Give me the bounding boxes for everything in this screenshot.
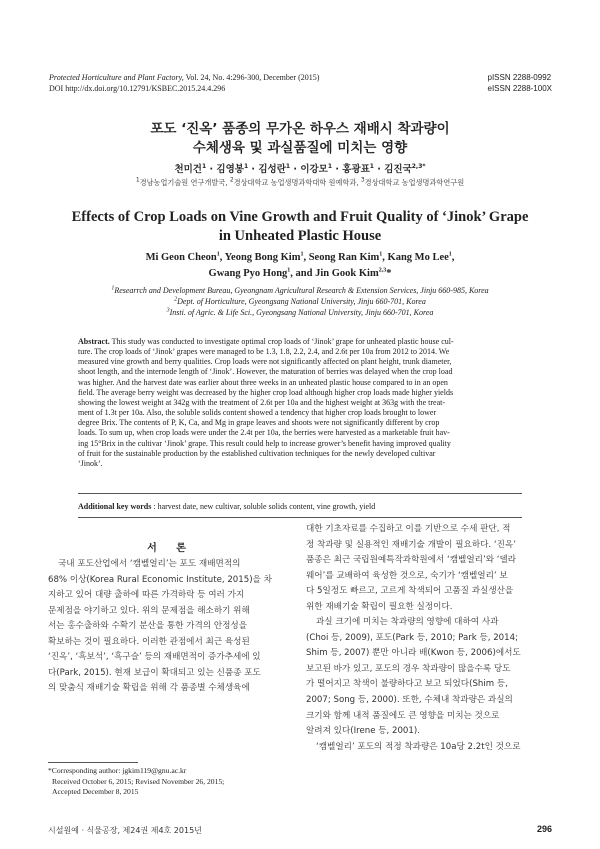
author-sup: 1 (287, 267, 291, 274)
abstract-line: ment of 1.3t per 10a. Also, the soluble solids content showed a tendency that higher crop loads brought to lower (78, 408, 437, 418)
keywords (78, 502, 522, 511)
author-4: 이강모 (300, 164, 328, 175)
author-6: Jin Gook Kim (315, 268, 379, 279)
abstract (78, 337, 522, 469)
corresponding-author: *Corresponding author: jgkim119@gnu.ac.kr (48, 766, 187, 775)
author-6: 김진국 (384, 164, 412, 175)
abstract-line: ‘Jinok’. (78, 458, 103, 468)
citation-block (49, 72, 319, 94)
author-sep: · (290, 164, 301, 175)
aff-text: Researrch and Development Bureau, Gyeongnam Agricultural Research & Extension Services, Jinju 660-985, Korea (114, 286, 489, 295)
aff-num: 3 (166, 307, 170, 314)
aff-line-3 (0, 307, 600, 318)
abstract-line: was higher. And the harvest date was earlier about three weeks in an unheated plastic house compared to in an open (78, 377, 448, 387)
author-sup: 1 (216, 251, 220, 258)
author-and: , and (290, 268, 316, 279)
author-5: Gwang Pyo Hong (208, 268, 288, 279)
body-line: 2007; Song 등, 2000). 또한, 수체내 착과량은 과실의 (306, 695, 513, 706)
aff-line-1 (0, 285, 600, 296)
english-affiliations (0, 285, 600, 318)
footnote-divider (48, 762, 138, 763)
body-line: 과실 크기에 미치는 착과량의 영향에 대하여 사과 (316, 617, 499, 628)
author-5-sup: 1 (369, 162, 374, 170)
aff-num: 2 (229, 176, 234, 184)
author-sup: 2,3 (378, 267, 387, 274)
author-sep: · (248, 164, 259, 175)
aff-num: 1 (111, 285, 115, 292)
abstract-label: Abstract. (78, 337, 110, 346)
divider-bottom (78, 517, 522, 518)
aff-text: 경상대학교 농업생명과학연구원 (364, 178, 465, 187)
author-2-sup: 1 (243, 162, 249, 170)
issn-block (488, 72, 553, 94)
author-4: Kang Mo Lee (387, 252, 449, 263)
author-sup: 1 (379, 251, 383, 258)
author-3-sup: 1 (285, 162, 291, 170)
author-sep: · (373, 164, 385, 175)
keywords-label: Additional key words (78, 502, 152, 511)
corresponding-star: * (386, 268, 392, 279)
body-line: 웨어’를 교배하여 육성한 것으로, 숙기가 ‘캠벨얼리’ 보 (306, 570, 508, 581)
author-4-sup: 1 (327, 162, 333, 170)
body-line: 알려져 있다(Irene 등, 2001). (306, 726, 420, 737)
divider-top (78, 493, 522, 494)
body-line: 68% 이상(Korea Rural Economic Institute, 2015)을 차 (48, 574, 272, 585)
abstract-line: showing the lowest weight at 342g with the treatment of 2.6t per 10a and the highest weight at 363g with the treat- (78, 397, 446, 407)
keywords-text: : harvest date, new cultivar, soluble solids content, vine growth, yield (151, 502, 376, 511)
author-2: 김영봉 (216, 164, 244, 175)
body-line: 크기와 함께 내적 품질에도 큰 영향을 미치는 것으로 (306, 710, 500, 721)
author-1: Mi Geon Cheon (145, 252, 217, 263)
author-sep: · (332, 164, 343, 175)
section-title: 서 론 (147, 543, 194, 554)
body-line: 가 떨어지고 착색이 불량하다고 보고 되었다(Shim 등, (306, 679, 508, 690)
korean-authors (0, 161, 600, 175)
journal-name: Protected Horticulture and Plant Factory, (49, 73, 184, 82)
english-authors (0, 250, 600, 282)
english-title (0, 208, 600, 246)
left-column (48, 557, 293, 697)
aff-num: 3 (360, 176, 365, 184)
page-number: 296 (536, 824, 552, 834)
body-line: (Choi 등, 2009), 포도(Park 등, 2010; Park 등, 2014; (306, 632, 518, 643)
body-line: 지하고 있어 대량 출하에 따른 가격하락 등 여러 가지 (48, 590, 245, 601)
abstract-line: shoot length, and the internode length of ‘Jinok’. However, the maturation of berries was delayed when the crop load (78, 367, 453, 377)
accepted-date: Accepted December 8, 2015 (52, 787, 139, 796)
aff-num: 1 (135, 176, 140, 184)
body-line: 의 맞춤식 재배기술 확립을 위해 각 품종별 수체생육에 (48, 683, 250, 694)
body-line: 품종은 최근 국립원예특작과학원에서 ‘캠벨얼리’와 ‘델라 (306, 555, 517, 566)
author-1: 천미건 (174, 164, 202, 175)
body-line: 확보하는 것이 필요하다. 이러한 관점에서 최근 육성된 (48, 636, 250, 647)
author-1-sup: 1 (201, 162, 207, 170)
korean-title-line-2: 수체생육 및 과실품질에 미치는 영향 (192, 140, 408, 156)
footer-journal: 시설원예 · 식물공장, 제24권 제4호 2015년 (48, 826, 202, 835)
body-line: 대한 기초자료를 수집하고 이를 기반으로 수세 판단, 적 (306, 524, 511, 534)
english-authors-line-1: Mi Geon Cheon$^1$, Yeong Bong Kim$^1$, Seong Ran Kim$^1$, Kang Mo Lee$^1$, (145, 251, 455, 263)
korean-affiliations (0, 178, 600, 188)
korean-title-line-1: 포도 ‘진옥’ 품종의 무가온 하우스 재배시 착과량이 (150, 121, 450, 137)
abstract-line: of fruit for the sustainable production by the established cultivation techniques for the newly developed cultivar (78, 448, 436, 458)
body-line: 위한 재배기술 확립이 필요한 실정이다. (306, 601, 453, 612)
citation: Vol. 24, No. 4:296-300, December (2015) (183, 73, 320, 82)
english-authors-line-2 (0, 266, 600, 282)
abstract-line: ture. The crop loads of ‘Jinok’ grapes were managed to be 1.3, 1.8, 2.2, 2.4, and 2.6t per 10a from 2012 to 2014. We (78, 347, 450, 357)
abstract-line: ing 15°Brix in the cultivar ‘Jinok’ grape. This result could help to increase grower’s benefit having improved quality (78, 438, 451, 448)
author-sep: · (206, 164, 217, 175)
author-sup: 1 (300, 251, 304, 258)
author-3: Seong Ran Kim (308, 252, 380, 263)
author-3: 김성란 (258, 164, 286, 175)
abstract-line: field. The average berry weight was decreased by the higher crop load although higher crop loads made higher yields (78, 387, 454, 397)
body-line: 다 5일정도 빠르고, 고르게 착색되어 고품질 과실생산을 (306, 586, 514, 597)
aff-text: Dept. of Horticulture, Gyeongsang National University, Jinju 660-701, Korea (177, 297, 426, 306)
body-line: ‘캠벨얼리’ 포도의 적정 착과량은 10a당 2.2t인 것으로 (316, 741, 521, 752)
aff-text: Insti. of Agric. & Life Sci., Gyeongsang National University, Jinju 660-701, Korea (169, 308, 434, 317)
korean-title (0, 120, 600, 158)
body-line: 문제점을 야기하고 있다. 위의 문제점을 해소하기 위해 (48, 605, 250, 616)
english-title-line-1: Effects of Crop Loads on Vine Growth and Fruit Quality of ‘Jinok’ Grape (71, 209, 529, 225)
aff-line-2 (0, 296, 600, 307)
aff-text: 경상대학교 농업생명과학대학 원예학과, (233, 178, 361, 187)
body-line: 정 착과량 및 실용적인 재배기술 개발이 필요하다. ‘진옥’ (306, 539, 516, 550)
body-line: 보고된 바가 있고, 포도의 경우 착과량이 많을수록 당도 (306, 663, 511, 674)
footnote (48, 766, 293, 798)
english-title-line-2: in Unheated Plastic House (218, 228, 382, 244)
body-line: 서는 홍수출하와 수확기 분산을 통한 가격의 안정성을 (48, 621, 248, 632)
body-line: ‘진옥’, ‘흑보석’, ‘흑구슬’ 등의 재배면적이 증가추세에 있 (48, 652, 261, 663)
abstract-text: This study was conducted to investigate optimal crop loads of ‘Jinok’ grape for unheated plastic house cul- (111, 337, 454, 346)
pissn: pISSN 2288-0992 (487, 73, 552, 82)
body-line: Shim 등, 2007) 뿐만 아니라 배(Kwon 등, 2006)에서도 (306, 648, 521, 659)
aff-num: 2 (174, 296, 178, 303)
abstract-line: measured vine growth and berry qualities. Crop loads were not significantly affected on plant height, trunk diameter, (78, 357, 452, 367)
author-2: Yeong Bong Kim (224, 252, 301, 263)
eissn: eISSN 2288-100X (487, 84, 552, 93)
author-sup: 1 (448, 251, 452, 258)
abstract-line-0 (78, 337, 522, 347)
abstract-line: degree Brix. The contents of P, K, Ca, and Mg in grape leaves and shoots were not significantly different by crop (78, 418, 440, 428)
right-column (306, 522, 552, 755)
received-date: Received October 6, 2015; Revised November 26, 2015; (52, 776, 225, 786)
author-6-sup: 2,3* (411, 162, 426, 170)
author-5: 홍광표 (342, 164, 370, 175)
body-line: 국내 포도산업에서 ‘캠벨얼리’는 포도 재배면적의 (58, 559, 241, 569)
body-line: 다(Park, 2015). 현재 보급이 확대되고 있는 신품종 포도 (48, 667, 261, 678)
doi: DOI http://dx.doi.org/10.12791/KSBEC.2015.24.4.296 (49, 84, 226, 93)
aff-text: 경남농업기술원 연구개발국, (139, 178, 230, 187)
abstract-line: loads. To sum up, when crop loads were under the 2.4t per 10a, the berries were harvested as a marketable fruit hav- (78, 428, 450, 438)
